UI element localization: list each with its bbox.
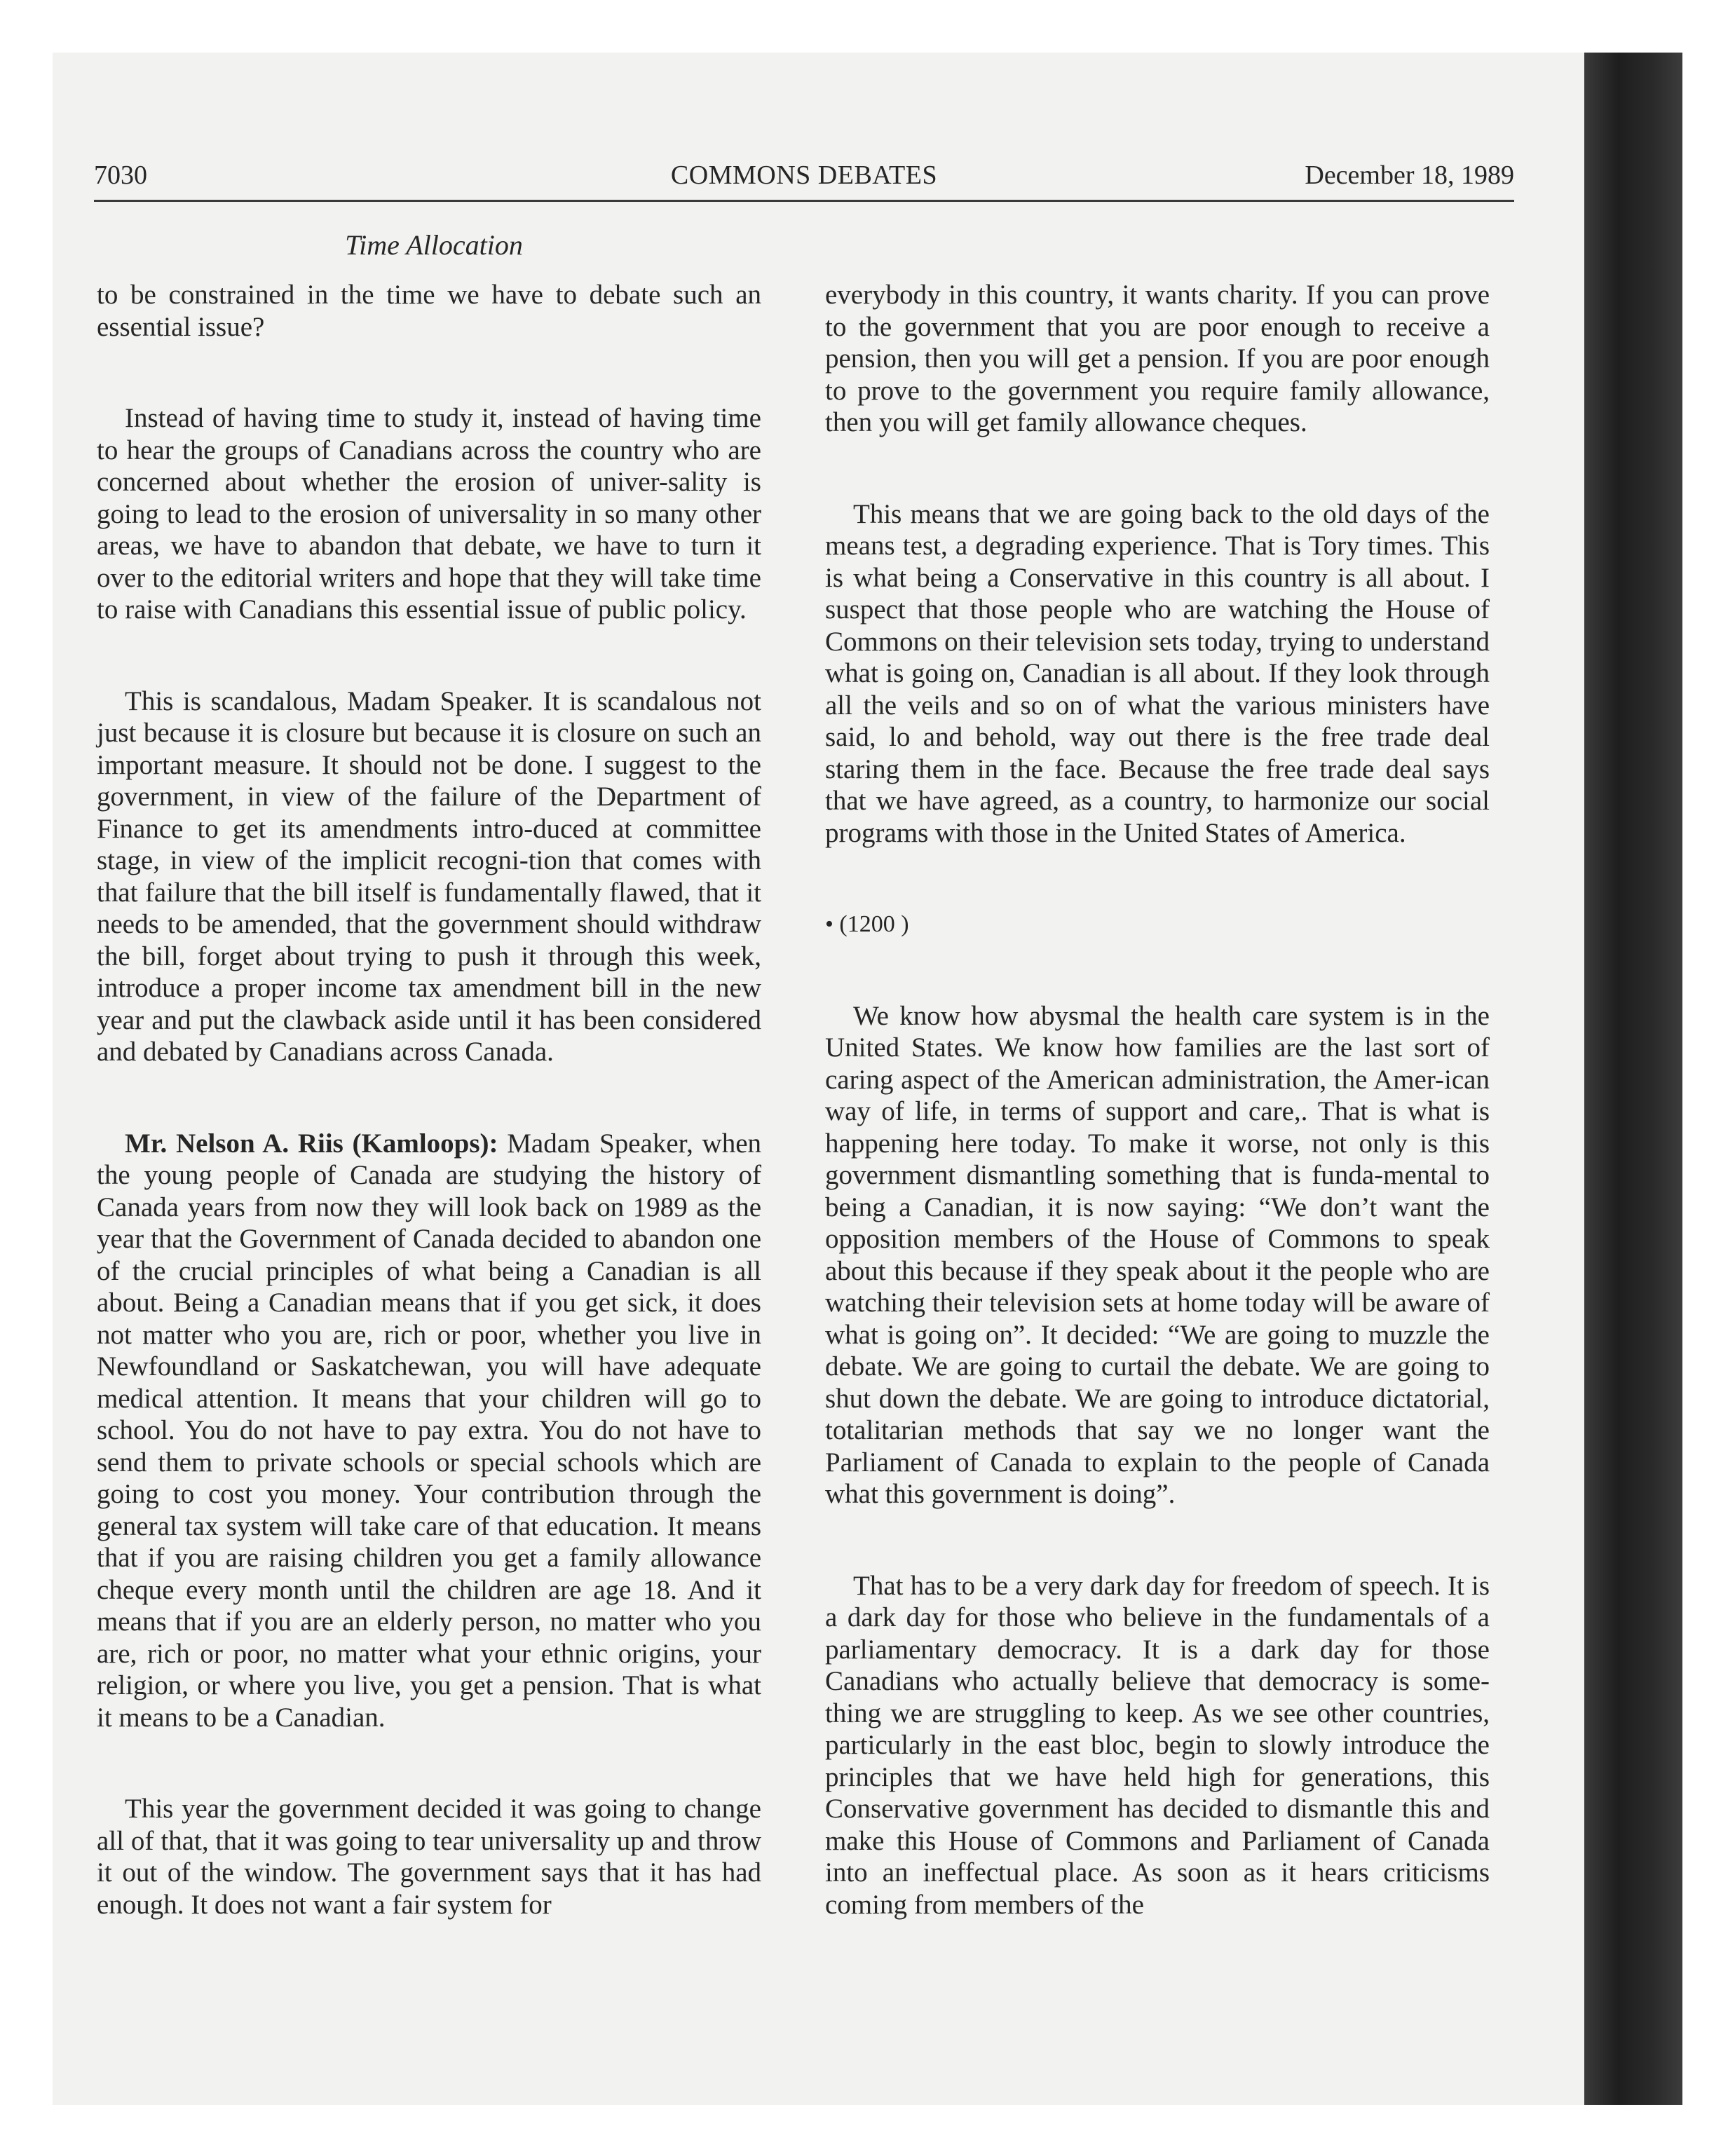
paragraph: We know how abysmal the health care system is in the United States. We know how families are the last sort of caring aspect of the American administration, the Amer-ican way of life, in terms of support and care,. That is what is happening here today. To make it worse, not only is this government dismantling something that is funda-mental to being a Canadian, it is now saying: “We don’t want the opposition members of the House of Commons to speak about this because if they speak about it the people who are watching their television sets at home today will be aware of what is going on”. It decided: “We are going to muzzle the debate. We are going to curtail the debate. We are going to shut down the debate. We are going to introduce dictatorial, totalitarian methods that say we no longer want the Parliament of Canada to explain to the people of Canada what this government is doing”.: [825, 1000, 1490, 1509]
left-column: [97, 279, 761, 1980]
speaker-text: Madam Speaker, when the young people of Canada are studying the history of Canada years from now they will look back on 1989 as the year that the Government of Canada decided to abandon one of the crucial principles of what being a Canadian is all about. Being a Canadian means that if you get sick, it does not matter who you are, rich or poor, whether you live in Newfoundland or Saskatchewan, you will have adequate medical attention. It means that your children will go to school. You do not have to pay extra. You do not have to send them to private schools or special schools which are going to cost you money. Your contribution through the general tax system will take care of that education. It means that if you are raising children you get a family allowance cheque every month until the children are age 18. And it means that if you are an elderly person, no matter who you are, rich or poor, no matter what your ethnic origins, your religion, or where you live, you get a pension. That is what it means to be a Canadian.: [97, 1128, 762, 1733]
page-date: December 18, 1989: [1305, 161, 1514, 190]
paragraph: That has to be a very dark day for freedom of speech. It is a dark day for those who believe in the fundamentals of a parliamentary democracy. It is a dark day for those Canadians who actually believe that democracy is some-thing we are struggling to keep. As we see other countries, particularly in the east bloc, begin to slowly introduce the principles that we have held high for generations, this Conservative government has decided to dismantle this and make this House of Commons and Parliament of Canada into an ineffectual place. As soon as it hears criticisms coming from members of the: [825, 1570, 1490, 1920]
paragraph: This means that we are going back to the old days of the means test, a degrading experience. That is Tory times. This is what being a Conservative in this country is all about. I suspect that those people who are watching the House of Commons on their television sets today, trying to understand what is going on, Canadian is all about. If they look through all the veils and so on of what the various ministers have said, lo and behold, way out there is the free trade deal staring them in the face. Because the free trade deal says that we have agreed, as a country, to harmonize our social programs with those in the United States of America.: [825, 498, 1490, 848]
paragraph: This is scandalous, Madam Speaker. It is scandalous not just because it is closure but because it is closure on such an important measure. It should not be done. I suggest to the government, in view of the failure of the Department of Finance to get its amendments intro-duced at committee stage, in view of the implicit recogni-tion that comes with that failure that the bill itself is fundamentally flawed, that it needs to be amended, that the government should withdraw the bill, forget about trying to push it through this week, introduce a proper income tax amendment bill in the new year and put the clawback aside until it has been considered and debated by Canadians across Canada.: [97, 685, 761, 1067]
right-column: [825, 279, 1490, 1980]
section-heading: Time Allocation: [345, 229, 523, 261]
speaker-paragraph: [97, 1128, 761, 1734]
scanner-edge-shadow: [1584, 53, 1682, 2105]
paragraph: This year the government decided it was going to change all of that, that it was going to tear universality up and throw it out of the window. The government says that it has had enough. It does not want a fair system for: [97, 1794, 761, 1920]
paragraph: Instead of having time to study it, instead of having time to hear the groups of Canadians across the country who are concerned about whether the erosion of univer-sality is going to lead to the erosion of universality in so many other areas, we have to abandon that debate, we have to turn it over to the editorial writers and hope that they will take time to raise with Canadians this essential issue of public policy.: [97, 403, 761, 625]
paragraph: to be constrained in the time we have to debate such an essential issue?: [97, 280, 761, 342]
page-number: 7030: [94, 161, 147, 190]
page-header: [94, 156, 1514, 195]
paragraph: everybody in this country, it wants charity. If you can prove to the government that you are poor enough to receive a pension, then you will get a pension. If you are poor enough to prove to the government you require family allowance, then you will get family allowance cheques.: [825, 280, 1490, 437]
speaker-name: Mr. Nelson A. Riis (Kamloops):: [125, 1128, 498, 1159]
header-divider: [94, 200, 1514, 202]
time-marker: • (1200 ): [825, 911, 909, 937]
journal-title: COMMONS DEBATES: [670, 161, 938, 190]
